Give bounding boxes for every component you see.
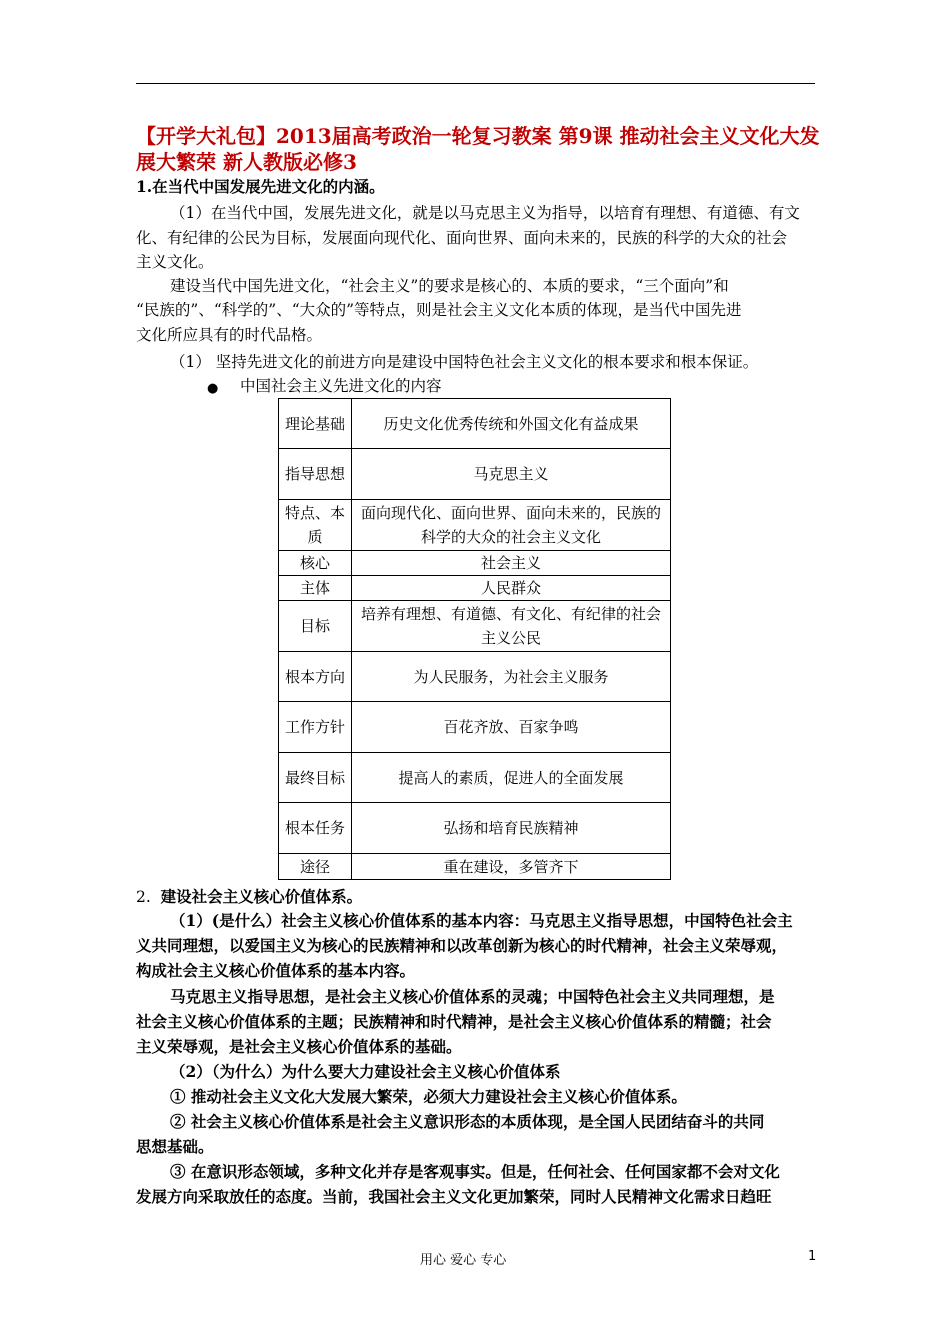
section-1-paragraph-1-line-2: 化、有纪律的公民为目标，发展面向现代化、面向世界、面向未来的，民族的科学的大众的社会 (136, 229, 788, 247)
table-key-cell: 工作方针 (279, 702, 352, 753)
table-row (279, 576, 671, 601)
section-2-d: ① 推动社会主义文化大发展大繁荣，必须大力建设社会主义核心价值体系。 (170, 1087, 687, 1106)
table-key-cell: 特点、本质 (279, 500, 352, 551)
table-row (279, 551, 671, 576)
table-key-cell: 途径 (279, 854, 352, 880)
table-row (279, 753, 671, 803)
table-key-cell: 理论基础 (279, 399, 352, 449)
footer-text: 用心 爱心 专心 (420, 1253, 507, 1268)
section-2-b-line-3: 主义荣辱观，是社会主义核心价值体系的基础。 (136, 1037, 462, 1056)
table-value-cell: 面向现代化、面向世界、面向未来的，民族的科学的大众的社会主义文化 (352, 500, 671, 551)
section-2-a-line-2: 义共同理想，以爱国主义为核心的民族精神和以改革创新为核心的时代精神，社会主义荣辱观， (136, 936, 788, 955)
table-value-cell: 社会主义 (352, 551, 671, 576)
table-value-cell: 为人民服务，为社会主义服务 (352, 652, 671, 702)
table-key-cell: 指导思想 (279, 449, 352, 500)
section-2-a-line-3: 构成社会主义核心价值体系的基本内容。 (136, 961, 416, 980)
section-2-c: （2）（为什么）为什么要大力建设社会主义核心价值体系 (170, 1062, 561, 1081)
bullet-dot: ● (207, 381, 219, 396)
section-1-heading: 1.在当代中国发展先进文化的内涵。 (136, 177, 385, 196)
table-row (279, 399, 671, 449)
table-key-cell: 最终目标 (279, 753, 352, 803)
table-key-cell: 核心 (279, 551, 352, 576)
section-2-b-line-1: 马克思主义指导思想，是社会主义核心价值体系的灵魂；中国特色社会主义共同理想，是 (170, 987, 775, 1006)
table-row (279, 449, 671, 500)
section-2-heading-text: 建设社会主义核心价值体系。 (160, 887, 363, 906)
table-value-cell: 马克思主义 (352, 449, 671, 500)
table-key-cell: 根本方向 (279, 652, 352, 702)
table-value-cell: 弘扬和培育民族精神 (352, 803, 671, 854)
table-value-cell: 人民群众 (352, 576, 671, 601)
section-2-a-line-1: （1）(是什么）社会主义核心价值体系的基本内容：马克思主义指导思想，中国特色社会主 (170, 911, 793, 930)
table-row (279, 803, 671, 854)
section-1-paragraph-1-line-3: 主义文化。 (136, 253, 214, 271)
table-row (279, 854, 671, 880)
section-2-f-line-2: 发展方向采取放任的态度。当前，我国社会主义文化更加繁荣，同时人民精神文化需求日趋旺 (136, 1187, 772, 1206)
table-key-cell: 根本任务 (279, 803, 352, 854)
section-2-e-line-1: ② 社会主义核心价值体系是社会主义意识形态的本质体现，是全国人民团结奋斗的共同 (170, 1112, 765, 1131)
section-2-heading: 2. 建设社会主义核心价值体系。 (136, 887, 363, 906)
page-number: 1 (808, 1249, 817, 1264)
table-row (279, 601, 671, 652)
section-2-f-line-1: ③ 在意识形态领域，多种文化并存是客观事实。但是，任何社会、任何国家都不会对文化 (170, 1162, 780, 1181)
table-value-cell: 提高人的素质，促进人的全面发展 (352, 753, 671, 803)
table-row (279, 652, 671, 702)
section-2-e-line-2: 思想基础。 (136, 1137, 214, 1156)
table-caption: 中国社会主义先进文化的内容 (240, 377, 442, 395)
table-row (279, 702, 671, 753)
table-row (279, 500, 671, 551)
content-table (278, 398, 671, 880)
table-value-cell: 历史文化优秀传统和外国文化有益成果 (352, 399, 671, 449)
table-key-cell: 主体 (279, 576, 352, 601)
document-title: 【开学大礼包】2013届高考政治一轮复习教案 第9课 推动社会主义文化大发展大繁荣 新人教版必修3 (136, 124, 820, 174)
section-1-paragraph-2-line-2: “民族的”、“科学的”、“大众的”等特点，则是社会主义文化本质的体现，是当代中国先进 (136, 301, 742, 319)
section-1-paragraph-3: （1） 坚持先进文化的前进方向是建设中国特色社会主义文化的根本要求和根本保证。 (170, 353, 759, 371)
section-1-paragraph-2-line-1: 建设当代中国先进文化，“社会主义”的要求是核心的、本质的要求，“三个面向”和 (170, 277, 729, 295)
table-value-cell: 培养有理想、有道德、有文化、有纪律的社会主义公民 (352, 601, 671, 652)
table-value-cell: 重在建设，多管齐下 (352, 854, 671, 880)
header-rule (136, 83, 815, 84)
table-key-cell: 目标 (279, 601, 352, 652)
section-1-paragraph-1-line-1: （1）在当代中国，发展先进文化，就是以马克思主义为指导，以培育有理想、有道德、有文 (170, 204, 800, 222)
table-value-cell: 百花齐放、百家争鸣 (352, 702, 671, 753)
section-1-paragraph-2-line-3: 文化所应具有的时代品格。 (136, 326, 323, 344)
section-2-b-line-2: 社会主义核心价值体系的主题；民族精神和时代精神，是社会主义核心价值体系的精髓；社会 (136, 1012, 772, 1031)
